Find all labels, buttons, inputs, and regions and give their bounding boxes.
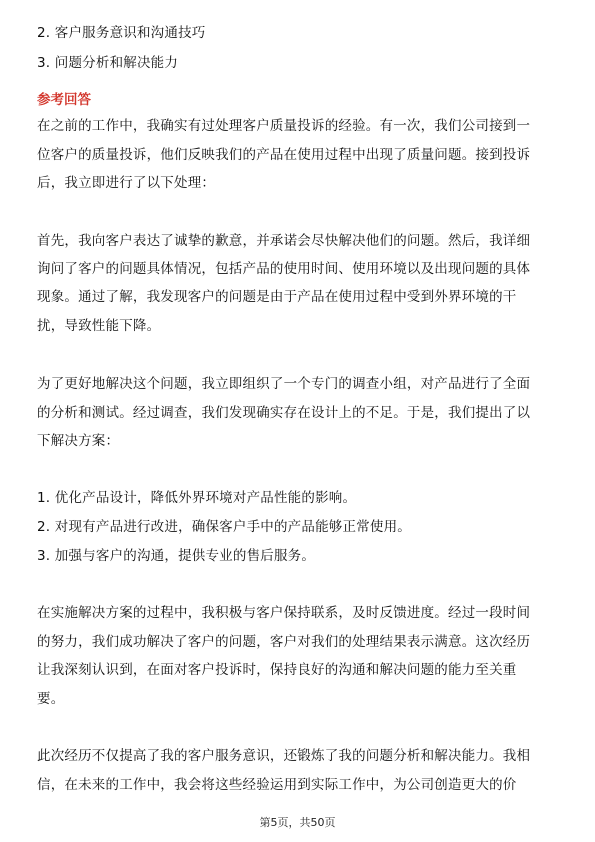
list-item: 2. 客户服务意识和沟通技巧 xyxy=(37,25,206,41)
paragraph-line: 让我深刻认识到，在面对客户投诉时，保持良好的沟通和解决问题的能力至关重 xyxy=(37,662,517,678)
paragraph-line: 为了更好地解决这个问题，我立即组织了一个专门的调查小组，对产品进行了全面 xyxy=(37,376,531,392)
solution-item: 1. 优化产品设计，降低外界环境对产品性能的影响。 xyxy=(37,490,357,506)
paragraph-line: 下解决方案： xyxy=(37,433,120,449)
paragraph-line: 的分析和测试。经过调查，我们发现确实存在设计上的不足。于是，我们提出了以 xyxy=(37,405,531,421)
page-number: 第5页，共50页 xyxy=(259,816,336,829)
paragraph-line: 要。 xyxy=(37,691,65,707)
paragraph-line: 在实施解决方案的过程中，我积极与客户保持联系，及时反馈进度。经过一段时间 xyxy=(37,605,531,621)
solution-item: 2. 对现有产品进行改进，确保客户手中的产品能够正常使用。 xyxy=(37,519,411,535)
solution-item: 3. 加强与客户的沟通，提供专业的售后服务。 xyxy=(37,548,316,564)
paragraph-line: 后，我立即进行了以下处理： xyxy=(37,175,216,191)
paragraph-line: 现象。通过了解，我发现客户的问题是由于产品在使用过程中受到外界环境的干 xyxy=(37,289,517,305)
paragraph-line: 信，在未来的工作中，我会将这些经验运用到实际工作中，为公司创造更大的价 xyxy=(37,777,517,793)
answer-heading: 参考回答 xyxy=(37,92,91,108)
paragraph-line: 位客户的质量投诉，他们反映我们的产品在使用过程中出现了质量问题。接到投诉 xyxy=(37,147,531,163)
list-item: 3. 问题分析和解决能力 xyxy=(37,55,179,71)
paragraph-line: 的努力，我们成功解决了客户的问题，客户对我们的处理结果表示满意。这次经历 xyxy=(37,634,531,650)
paragraph-line: 首先，我向客户表达了诚挚的歉意，并承诺会尽快解决他们的问题。然后，我详细 xyxy=(37,233,531,249)
paragraph-line: 询问了客户的问题具体情况，包括产品的使用时间、使用环境以及出现问题的具体 xyxy=(37,261,531,277)
paragraph-line: 此次经历不仅提高了我的客户服务意识，还锻炼了我的问题分析和解决能力。我相 xyxy=(37,748,531,764)
paragraph-line: 在之前的工作中，我确实有过处理客户质量投诉的经验。有一次，我们公司接到一 xyxy=(37,118,531,134)
paragraph-line: 扰，导致性能下降。 xyxy=(37,318,161,334)
